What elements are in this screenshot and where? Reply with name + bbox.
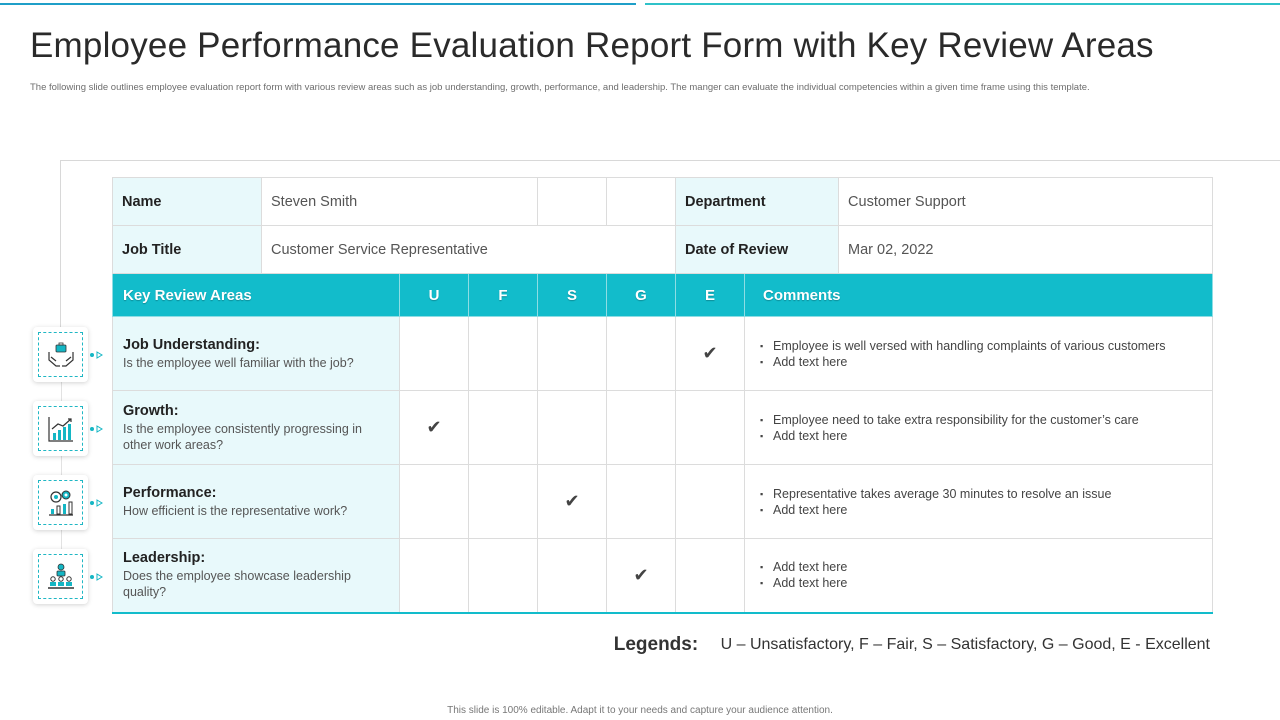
rating-cell-s	[538, 317, 607, 391]
comment-item: ▪ Employee need to take extra responsibility for the customer’s care	[757, 412, 1202, 428]
growth-chart-icon	[46, 414, 76, 444]
department-value: Customer Support	[839, 178, 1213, 226]
comments-cell	[745, 391, 1213, 465]
check-mark-icon: ✔	[633, 564, 649, 585]
rating-cell-f	[469, 391, 538, 465]
team-hierarchy-icon	[46, 562, 76, 592]
rating-cell-g	[607, 317, 676, 391]
review-area-cell	[113, 539, 400, 613]
rating-cell-g	[607, 391, 676, 465]
rating-header-u: U	[400, 274, 469, 317]
check-mark-icon: ✔	[702, 343, 718, 363]
review-area-title: Job Understanding:	[123, 336, 260, 353]
briefcase-hands-icon	[46, 340, 76, 370]
legends-label: Legends:	[613, 634, 699, 655]
evaluation-form-table	[112, 177, 1213, 614]
pointer-arrow-icon	[89, 425, 103, 433]
review-area-title: Performance:	[123, 484, 217, 501]
comment-item: ▪ Add text here	[757, 354, 1202, 370]
icon-card-performance	[33, 475, 88, 530]
icon-card-growth	[33, 401, 88, 456]
review-area-cell	[113, 391, 400, 465]
comments-cell	[745, 465, 1213, 539]
gears-chart-icon	[46, 488, 76, 518]
name-label: Name	[113, 178, 262, 226]
rating-cell-e	[676, 465, 745, 539]
review-row-growth	[113, 391, 1213, 465]
check-mark-icon: ✔	[426, 417, 442, 437]
review-row-leadership	[113, 539, 1213, 613]
rating-cell-f	[469, 465, 538, 539]
pointer-arrow-icon	[89, 573, 103, 581]
rating-cell-g	[607, 465, 676, 539]
frame-line-left	[60, 160, 61, 328]
icon-rail-line	[61, 354, 62, 576]
comment-item: ▪ Add text here	[757, 559, 1202, 575]
rating-cell-s	[538, 539, 607, 613]
review-area-question: How efficient is the representative work?	[123, 503, 348, 518]
key-review-areas-header: Key Review Areas	[113, 274, 400, 317]
top-accent-line-left	[0, 3, 636, 5]
review-area-cell	[113, 465, 400, 539]
pointer-arrow-icon	[89, 499, 103, 507]
rating-cell-u	[400, 465, 469, 539]
legends	[614, 634, 1210, 656]
rating-cell-e	[676, 391, 745, 465]
rating-header-s: S	[538, 274, 607, 317]
rating-cell-f	[469, 539, 538, 613]
job-title-value: Customer Service Representative	[262, 226, 676, 274]
date-of-review-value: Mar 02, 2022	[839, 226, 1213, 274]
frame-line-top	[60, 160, 1280, 161]
review-area-title: Growth:	[123, 402, 179, 419]
comment-item: ▪ Add text here	[757, 575, 1202, 591]
rating-header-f: F	[469, 274, 538, 317]
pointer-arrow-icon	[89, 351, 103, 359]
review-header-row	[113, 274, 1213, 317]
comment-item: ▪ Representative takes average 30 minutes to resolve an issue	[757, 486, 1202, 502]
review-area-title: Leadership:	[123, 550, 206, 567]
rating-cell-f	[469, 317, 538, 391]
rating-cell-u	[400, 317, 469, 391]
department-label: Department	[676, 178, 839, 226]
rating-cell-g	[607, 539, 676, 613]
review-row-performance	[113, 465, 1213, 539]
rating-cell-e	[676, 317, 745, 391]
rating-header-e: E	[676, 274, 745, 317]
icon-card-job-understanding	[33, 327, 88, 382]
rating-header-g: G	[607, 274, 676, 317]
legends-text: U – Unsatisfactory, F – Fair, S – Satisfactory, G – Good, E - Excellent	[720, 636, 1210, 653]
check-mark-icon: ✔	[564, 491, 580, 511]
comments-header: Comments	[745, 274, 1213, 317]
rating-cell-e	[676, 539, 745, 613]
date-of-review-label: Date of Review	[676, 226, 839, 274]
rating-cell-u	[400, 391, 469, 465]
rating-cell-u	[400, 539, 469, 613]
name-value-spacer	[538, 178, 607, 226]
info-row-name	[113, 178, 1213, 226]
review-area-question: Is the employee well familiar with the job?	[123, 355, 354, 370]
job-title-label: Job Title	[113, 226, 262, 274]
icon-card-leadership	[33, 549, 88, 604]
comment-item: ▪ Add text here	[757, 502, 1202, 518]
review-row-job-understanding	[113, 317, 1213, 391]
page-title: Employee Performance Evaluation Report Form with Key Review Areas	[30, 26, 1154, 65]
info-row-job	[113, 226, 1213, 274]
comment-item: ▪ Add text here	[757, 428, 1202, 444]
top-accent-line-right	[645, 3, 1280, 5]
rating-cell-s	[538, 465, 607, 539]
name-value: Steven Smith	[262, 178, 538, 226]
comments-cell	[745, 317, 1213, 391]
comment-item: ▪ Employee is well versed with handling complaints of various customers	[757, 338, 1202, 354]
comments-cell	[745, 539, 1213, 613]
review-area-question: Is the employee consistently progressing in other work areas?	[123, 421, 363, 452]
review-area-cell	[113, 317, 400, 391]
page-subtitle: The following slide outlines employee evaluation report form with various review areas such as job understanding, growth, performance, and leadership. The manger can evaluate the individual competencies within a given time frame using this template.	[30, 82, 1090, 93]
footer-note: This slide is 100% editable. Adapt it to your needs and capture your audience attention.	[447, 705, 833, 716]
rating-cell-s	[538, 391, 607, 465]
review-area-question: Does the employee showcase leadership quality?	[123, 569, 351, 600]
name-value-spacer-2	[607, 178, 676, 226]
